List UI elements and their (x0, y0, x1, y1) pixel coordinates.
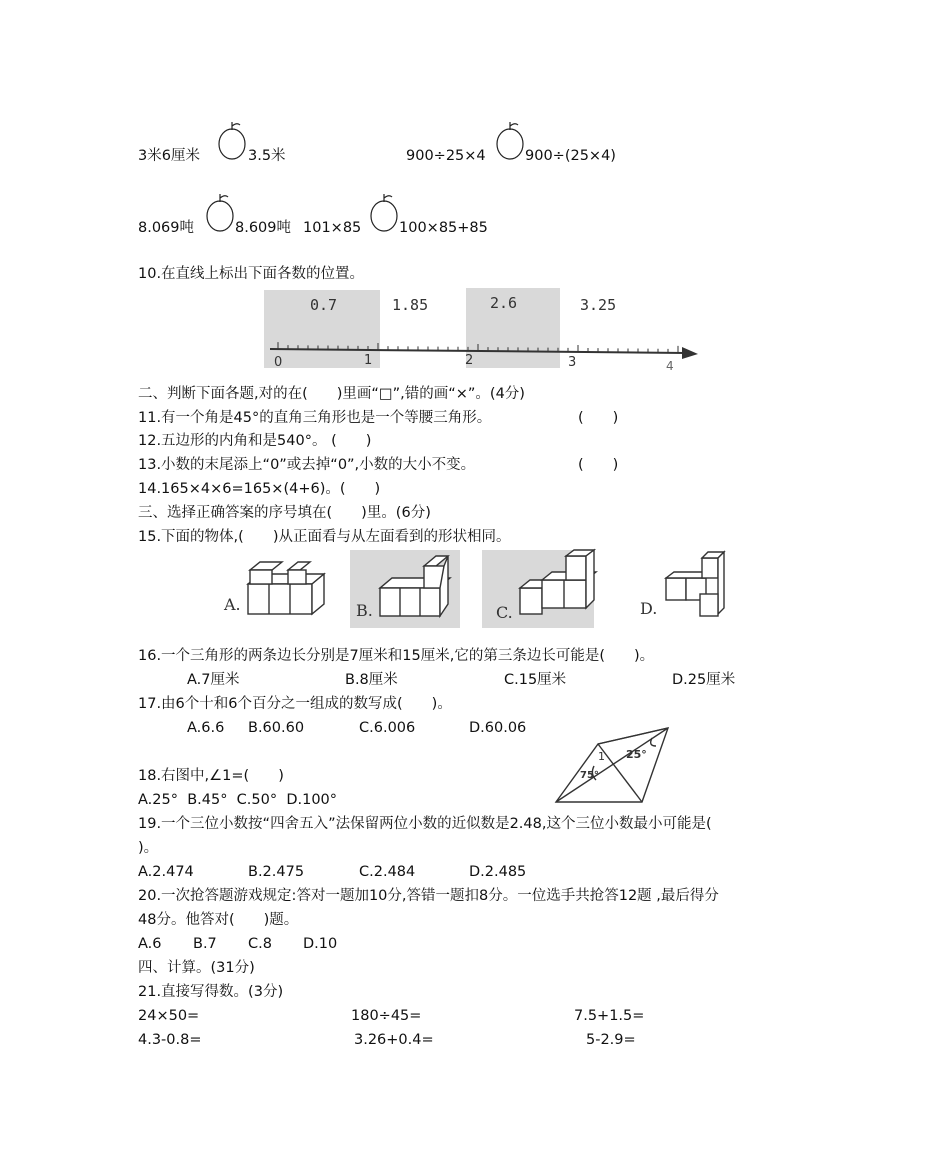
apple-compare-circle[interactable] (493, 120, 527, 162)
q16-option-b[interactable]: B.8厘米 (345, 672, 398, 688)
answer-paren-11[interactable]: ( ) (578, 410, 619, 426)
section-3-heading: 三、选择正确答案的序号填在( )里。(6分) (138, 505, 431, 521)
q20-option-d[interactable]: D.10 (303, 936, 338, 952)
angle-1-label: 1 (598, 750, 605, 763)
section-4-heading: 四、计算。(31分) (138, 960, 255, 976)
calc-item: 4.3-0.8= (138, 1032, 202, 1048)
q16-option-d[interactable]: D.25厘米 (672, 672, 736, 688)
question-15: 15.下面的物体,( )从正面看与从左面看到的形状相同。 (138, 529, 511, 545)
compare-2a-left: 8.069吨 (138, 220, 195, 236)
question-18: 18.右图中,∠1=( ) (138, 768, 284, 784)
tick-label-0: 0 (274, 355, 283, 370)
label-0-7: 0.7 (310, 296, 338, 314)
tick-label-2: 2 (465, 353, 474, 368)
q19-option-a[interactable]: A.2.474 (138, 864, 194, 880)
q19-option-c[interactable]: C.2.484 (359, 864, 416, 880)
label-2-6: 2.6 (490, 294, 518, 312)
apple-compare-circle[interactable] (203, 192, 237, 234)
option-d-label: D. (640, 599, 658, 618)
q19-option-d[interactable]: D.2.485 (469, 864, 527, 880)
option-b-label: B. (356, 601, 373, 620)
apple-compare-circle[interactable] (367, 192, 401, 234)
calc-item: 7.5+1.5= (574, 1008, 645, 1024)
q20-option-a[interactable]: A.6 (138, 936, 162, 952)
compare-1a-right: 3.5米 (248, 148, 286, 164)
question-19-line2: )。 (138, 840, 159, 856)
number-line-figure (250, 284, 700, 372)
angle-figure (552, 724, 676, 806)
question-11: 11.有一个角是45°的直角三角形也是一个等腰三角形。 (138, 410, 492, 426)
q20-option-c[interactable]: C.8 (248, 936, 272, 952)
compare-2a-right: 8.609吨 (235, 220, 292, 236)
question-16: 16.一个三角形的两条边长分别是7厘米和15厘米,它的第三条边长可能是( )。 (138, 648, 655, 664)
option-a-label: A. (224, 595, 241, 614)
question-12: 12.五边形的内角和是540°。 ( ) (138, 433, 372, 449)
compare-1a-left: 3米6厘米 (138, 148, 200, 164)
question-19-line1: 19.一个三位小数按“四舍五入”法保留两位小数的近似数是2.48,这个三位小数最小可能是( (138, 816, 712, 832)
option-c-label: C. (496, 603, 513, 622)
compare-2b-left: 101×85 (303, 220, 362, 236)
angle-25-label: 25° (626, 748, 647, 761)
q17-option-c[interactable]: C.6.006 (359, 720, 416, 736)
calc-item: 3.26+0.4= (354, 1032, 434, 1048)
question-10: 10.在直线上标出下面各数的位置。 (138, 266, 365, 282)
q17-option-d[interactable]: D.60.06 (469, 720, 527, 736)
calc-item: 24×50= (138, 1008, 200, 1024)
calc-item: 5-2.9= (586, 1032, 636, 1048)
cube-option-a (248, 562, 324, 614)
tick-label-3: 3 (568, 355, 577, 370)
question-13: 13.小数的末尾添上“0”或去掉“0”,小数的大小不变。 (138, 457, 476, 473)
question-17: 17.由6个十和6个百分之一组成的数写成( )。 (138, 696, 452, 712)
calc-item: 180÷45= (351, 1008, 422, 1024)
question-20-line1: 20.一次抢答题游戏规定:答对一题加10分,答错一题扣8分。一位选手共抢答12题 ,最后得分 (138, 888, 719, 904)
tick-label-4: 4 (666, 359, 674, 372)
q17-option-a[interactable]: A.6.6 (187, 720, 225, 736)
axis-arrow (682, 347, 698, 359)
question-20-line2: 48分。他答对( )题。 (138, 912, 299, 928)
q18-options: A.25° B.45° C.50° D.100° (138, 792, 338, 808)
angle-75-label: 75° (580, 770, 599, 781)
q16-option-a[interactable]: A.7厘米 (187, 672, 240, 688)
section-2-heading: 二、判断下面各题,对的在( )里画“□”,错的画“×”。(4分) (138, 386, 525, 402)
answer-paren-13[interactable]: ( ) (578, 457, 619, 473)
q20-option-b[interactable]: B.7 (193, 936, 217, 952)
label-3-25: 3.25 (580, 296, 617, 314)
compare-2b-right: 100×85+85 (399, 220, 488, 236)
question-14: 14.165×4×6=165×(4+6)。( ) (138, 481, 381, 497)
label-1-85: 1.85 (392, 296, 429, 314)
tick-label-1: 1 (364, 353, 373, 368)
apple-compare-circle[interactable] (215, 120, 249, 162)
cube-figures (220, 548, 740, 630)
q17-option-b[interactable]: B.60.60 (248, 720, 305, 736)
compare-1b-right: 900÷(25×4) (525, 148, 616, 164)
q19-option-b[interactable]: B.2.475 (248, 864, 305, 880)
q16-option-c[interactable]: C.15厘米 (504, 672, 567, 688)
compare-1b-left: 900÷25×4 (406, 148, 486, 164)
question-21: 21.直接写得数。(3分) (138, 984, 284, 1000)
cube-option-d (666, 552, 724, 616)
